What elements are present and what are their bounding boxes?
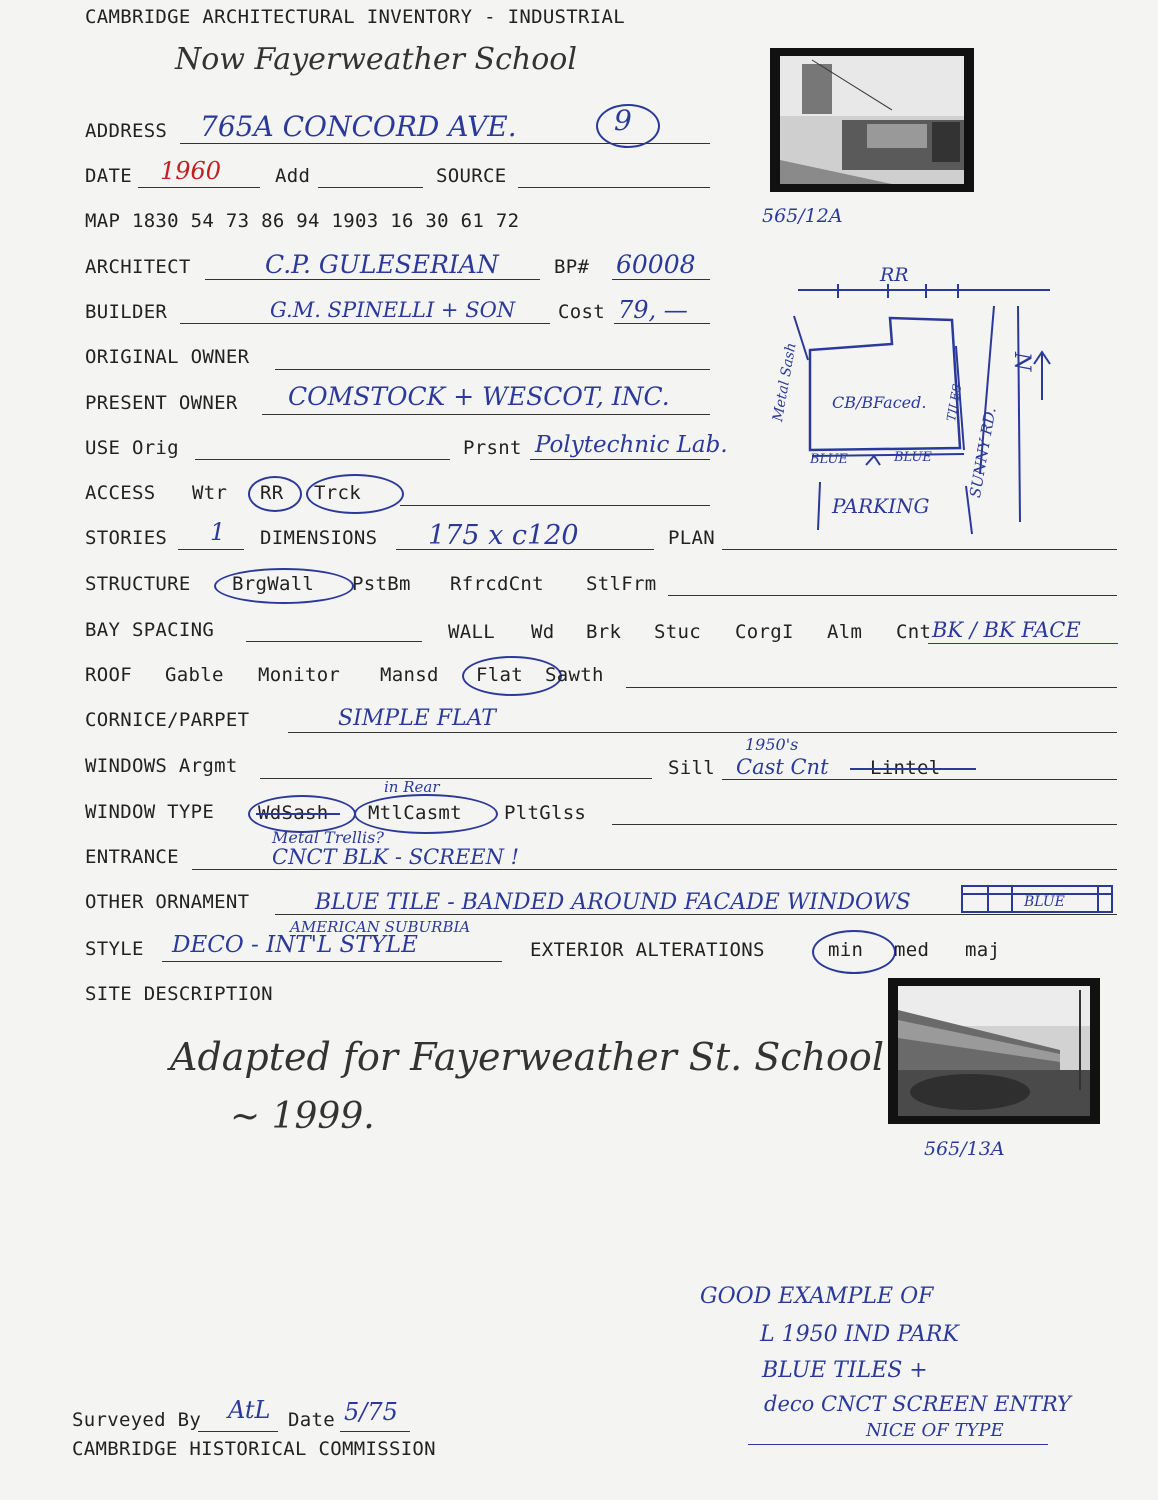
stories-label: STORIES: [85, 527, 168, 549]
note-line2: L 1950 IND PARK: [760, 1322, 959, 1347]
window-mtlcasmt: MtlCasmt: [368, 802, 462, 824]
surveyed-by-line: [198, 1431, 278, 1432]
wall-cnt-underline: [928, 643, 1118, 644]
note-line4: deco CNCT SCREEN ENTRY: [764, 1392, 1071, 1416]
survey-date-value: 5/75: [344, 1398, 398, 1426]
source-line: [518, 187, 710, 188]
entrance-line: [192, 869, 1117, 870]
prsnt-line: [530, 459, 710, 460]
roof-mansd: Mansd: [380, 664, 439, 686]
photo1-ref: 565/12A: [762, 205, 843, 227]
structure-rfrcdcnt: RfrcdCnt: [450, 573, 544, 595]
wall-label: WALL: [448, 621, 495, 643]
access-label: ACCESS: [85, 482, 156, 504]
roof-gable: Gable: [165, 664, 224, 686]
window-note: in Rear: [384, 778, 440, 796]
site-desc-line2: ~ 1999.: [230, 1096, 375, 1137]
ext-alt-min-circle: [812, 930, 896, 974]
present-owner-value: COMSTOCK + WESCOT, INC.: [288, 382, 670, 411]
lintel-strike: [850, 768, 976, 770]
wall-cnt: Cnt: [896, 621, 932, 643]
builder-line: [180, 323, 550, 324]
access-line: [400, 505, 710, 506]
address-number: 9: [614, 104, 632, 137]
address-value: 765A CONCORD AVE.: [200, 110, 517, 143]
architect-line: [205, 279, 540, 280]
bp-value: 60008: [616, 250, 696, 279]
plan-label: PLAN: [668, 527, 715, 549]
sill-note: 1950's: [745, 735, 799, 754]
photo-side-image: [890, 980, 1098, 1122]
ext-alt-med: med: [894, 939, 930, 961]
access-wtr: Wtr: [192, 482, 228, 504]
cost-value: 79, —: [618, 296, 688, 324]
original-owner-label: ORIGINAL OWNER: [85, 346, 250, 368]
architect-label: ARCHITECT: [85, 256, 191, 278]
sketch-north: N: [1009, 352, 1034, 372]
builder-value: G.M. SPINELLI + SON: [270, 298, 516, 322]
windows-argmt-label: WINDOWS Argmt: [85, 755, 238, 777]
architect-value: C.P. GULESERIAN: [265, 250, 499, 279]
ext-alt-label: EXTERIOR ALTERATIONS: [530, 939, 765, 961]
wdsash-strike: [256, 813, 340, 815]
lintel-label: Lintel: [870, 757, 941, 779]
roof-monitor: Monitor: [258, 664, 341, 686]
cornice-value: SIMPLE FLAT: [338, 706, 496, 731]
ext-alt-min: min: [828, 939, 864, 961]
original-owner-line: [275, 369, 710, 370]
brgwall-circle: [214, 568, 354, 604]
ornament-sketch-label: BLUE: [1024, 894, 1065, 910]
add-line: [318, 187, 423, 188]
sill-line: [722, 779, 1117, 780]
note-underline: [748, 1444, 1048, 1445]
window-type-label: WINDOW TYPE: [85, 801, 215, 823]
wall-wd: Wd: [531, 621, 555, 643]
window-type-line: [612, 824, 1117, 825]
structure-pstbm: PstBm: [352, 573, 411, 595]
roof-label: ROOF: [85, 664, 132, 686]
use-orig-line: [195, 459, 450, 460]
source-label: SOURCE: [436, 165, 507, 187]
footer-date-line: [340, 1431, 410, 1432]
structure-brgwall: BrgWall: [232, 573, 315, 595]
site-description-label: SITE DESCRIPTION: [85, 983, 273, 1005]
sketch-rr: RR: [880, 264, 909, 286]
sketch-sunny-rd: SUNNY RD.: [966, 405, 1000, 500]
dimensions-value: 175 x c120: [428, 520, 579, 551]
ornament-value: BLUE TILE - BANDED AROUND FACADE WINDOWS: [315, 890, 911, 915]
cornice-line: [288, 732, 1117, 733]
date-value: 1960: [160, 157, 222, 185]
present-owner-label: PRESENT OWNER: [85, 392, 238, 414]
sill-value: Cast Cnt: [736, 755, 829, 779]
wall-stuc: Stuc: [654, 621, 701, 643]
entrance-note: Metal Trellis?: [272, 828, 384, 847]
date-label: DATE: [85, 165, 132, 187]
access-trck: Trck: [314, 482, 361, 504]
sketch-metal-sash: Metal Sash: [770, 341, 800, 423]
access-trck-circle: [306, 474, 404, 514]
bp-line: [612, 279, 710, 280]
sketch-parking: PARKING: [832, 494, 930, 518]
date-line: [138, 187, 260, 188]
wall-corgi: CorgI: [735, 621, 794, 643]
form-title: CAMBRIDGE ARCHITECTURAL INVENTORY - INDUSTRIAL: [85, 6, 625, 28]
footer-date-label: Date: [288, 1409, 335, 1431]
window-pltglss: PltGlss: [504, 802, 587, 824]
ext-alt-maj: maj: [965, 939, 1001, 961]
note-line1: GOOD EXAMPLE OF: [700, 1284, 934, 1309]
site-desc-line1: Adapted for Fayerweather St. School: [170, 1035, 884, 1079]
bp-label: BP#: [554, 256, 590, 278]
other-ornament-label: OTHER ORNAMENT: [85, 891, 250, 913]
entrance-label: ENTRANCE: [85, 846, 179, 868]
surveyor-value: AtL: [228, 1396, 271, 1424]
note-line5: NICE OF TYPE: [866, 1420, 1004, 1441]
cornice-label: CORNICE/PARPET: [85, 709, 250, 731]
bay-spacing-line: [246, 641, 422, 642]
surveyed-by-label: Surveyed By: [72, 1409, 202, 1431]
wall-brk: Brk: [586, 621, 622, 643]
wall-cnt-value: BK / BK FACE: [932, 618, 1081, 642]
style-value: DECO - INT'L STYLE: [172, 932, 418, 958]
address-label: ADDRESS: [85, 120, 168, 142]
map-label: MAP 1830 54 73 86 94 1903 16 30 61 72: [85, 210, 520, 232]
structure-stlfrm: StlFrm: [586, 573, 657, 595]
entrance-value: CNCT BLK - SCREEN !: [272, 845, 520, 869]
cost-label: Cost: [558, 301, 605, 323]
stories-value: 1: [210, 518, 226, 546]
bay-spacing-label: BAY SPACING: [85, 619, 215, 641]
prsnt-label: Prsnt: [463, 437, 522, 459]
access-rr: RR: [260, 482, 284, 504]
style-line: [162, 961, 502, 962]
wall-alm: Alm: [827, 621, 863, 643]
pencil-note: Now Fayerweather School: [175, 42, 577, 77]
sketch-tiles: TILES: [944, 382, 965, 423]
style-note: AMERICAN SUBURBIA: [290, 918, 471, 936]
photo-front-image: [772, 50, 972, 190]
roof-line: [626, 687, 1117, 688]
sketch-building: CB/BFaced.: [832, 393, 927, 412]
sketch-blue-right: BLUE: [894, 450, 932, 465]
roof-flat: Flat: [476, 664, 523, 686]
builder-label: BUILDER: [85, 301, 168, 323]
style-label: STYLE: [85, 938, 144, 960]
site-plan-sketch: [780, 260, 1080, 550]
commission-label: CAMBRIDGE HISTORICAL COMMISSION: [72, 1438, 436, 1460]
building-photo-front: [770, 48, 974, 192]
present-owner-line: [262, 414, 710, 415]
use-orig-label: USE Orig: [85, 437, 179, 459]
structure-label: STRUCTURE: [85, 573, 191, 595]
note-line3: BLUE TILES +: [762, 1358, 928, 1383]
sill-label: Sill: [668, 757, 715, 779]
windows-argmt-line: [260, 778, 652, 779]
use-present-value: Polytechnic Lab.: [535, 432, 728, 458]
roof-sawth: Sawth: [545, 664, 604, 686]
building-photo-side: [888, 978, 1100, 1124]
access-rr-circle: [248, 476, 302, 512]
sketch-blue-left: BLUE: [810, 452, 848, 467]
photo2-ref: 565/13A: [924, 1138, 1005, 1160]
stories-line: [178, 549, 244, 550]
dimensions-label: DIMENSIONS: [260, 527, 378, 549]
structure-line: [668, 595, 1117, 596]
window-wdsash: WdSash: [258, 802, 329, 824]
add-label: Add: [275, 165, 311, 187]
